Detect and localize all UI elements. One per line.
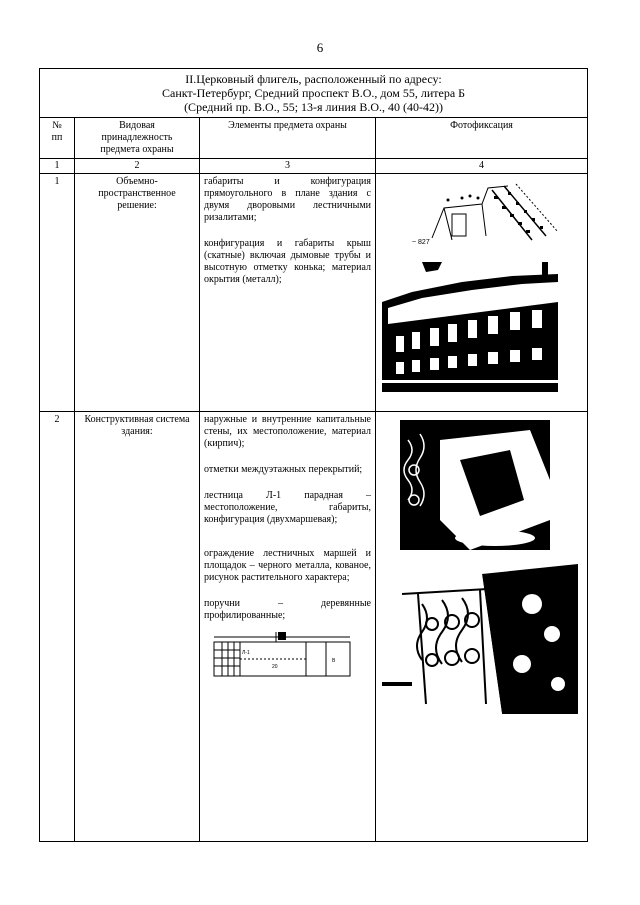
row-photos bbox=[376, 174, 588, 412]
row-photos bbox=[376, 412, 588, 842]
facade-photo bbox=[382, 262, 558, 392]
header-category: Видовая принадлежность предмета охраны bbox=[75, 118, 200, 159]
row-elements bbox=[200, 412, 376, 842]
row-category: Объемно-пространственное решение: bbox=[75, 174, 200, 412]
staircase-photo bbox=[400, 420, 550, 550]
column-number-row bbox=[40, 159, 588, 174]
column-number-4: 4 bbox=[376, 159, 588, 174]
element-paragraph: ограждение лестничных маршей и площадок – черного металла, кованое, рисунок растительного характера; bbox=[204, 548, 371, 583]
element-paragraph: конфигурация и габариты крыш (скатные) включая дымовые трубы и высотную отметку конька; материал окрытия (металл); bbox=[204, 238, 371, 285]
row-category: Конструктивная система здания: bbox=[75, 412, 200, 842]
plan-label-l1: Л-1 bbox=[242, 650, 250, 656]
header-photo: Фотофиксация bbox=[376, 118, 588, 159]
element-paragraph: габариты и конфигурация прямоугольного в плане здания с двумя дворовыми лестничными ризалитами; bbox=[204, 176, 371, 223]
railing-photo bbox=[382, 564, 578, 714]
site-plan-image bbox=[382, 178, 582, 250]
element-paragraph: лестница Л-1 парадная – местоположение, габариты, конфигурация (двухмаршевая); bbox=[204, 490, 371, 525]
site-plan-label: ~ 827 bbox=[412, 239, 430, 246]
title-line-2: Санкт-Петербург, Средний проспект В.О., дом 55, литера Б bbox=[162, 86, 466, 100]
row-elements bbox=[200, 174, 376, 412]
table-row bbox=[40, 412, 588, 842]
floor-plan-drawing bbox=[210, 628, 354, 682]
column-number-1: 1 bbox=[40, 159, 75, 174]
header-row bbox=[40, 118, 588, 159]
table-title bbox=[40, 69, 588, 118]
title-line-1: II.Церковный флигель, расположенный по адресу: bbox=[185, 72, 442, 86]
header-num: № пп bbox=[40, 118, 75, 159]
column-number-3: 3 bbox=[200, 159, 376, 174]
header-elements: Элементы предмета охраны bbox=[200, 118, 376, 159]
table-row bbox=[40, 174, 588, 412]
plan-label-v: В bbox=[332, 658, 336, 664]
row-number: 2 bbox=[40, 412, 75, 842]
heritage-table bbox=[39, 68, 588, 842]
element-paragraph: поручни – деревянные профилированные; bbox=[204, 598, 371, 621]
table-title-row bbox=[40, 69, 588, 118]
page-number: 6 bbox=[316, 40, 324, 55]
row-number: 1 bbox=[40, 174, 75, 412]
element-paragraph: отметки междуэтажных перекрытий; bbox=[204, 464, 363, 475]
column-number-2: 2 bbox=[75, 159, 200, 174]
title-line-3: (Средний пр. В.О., 55; 13-я линия В.О., 40 (40-42)) bbox=[184, 100, 443, 114]
plan-label-20: 20 bbox=[272, 664, 278, 670]
element-paragraph: наружные и внутренние капитальные стены, их местоположение, материал (кирпич); bbox=[204, 414, 371, 449]
